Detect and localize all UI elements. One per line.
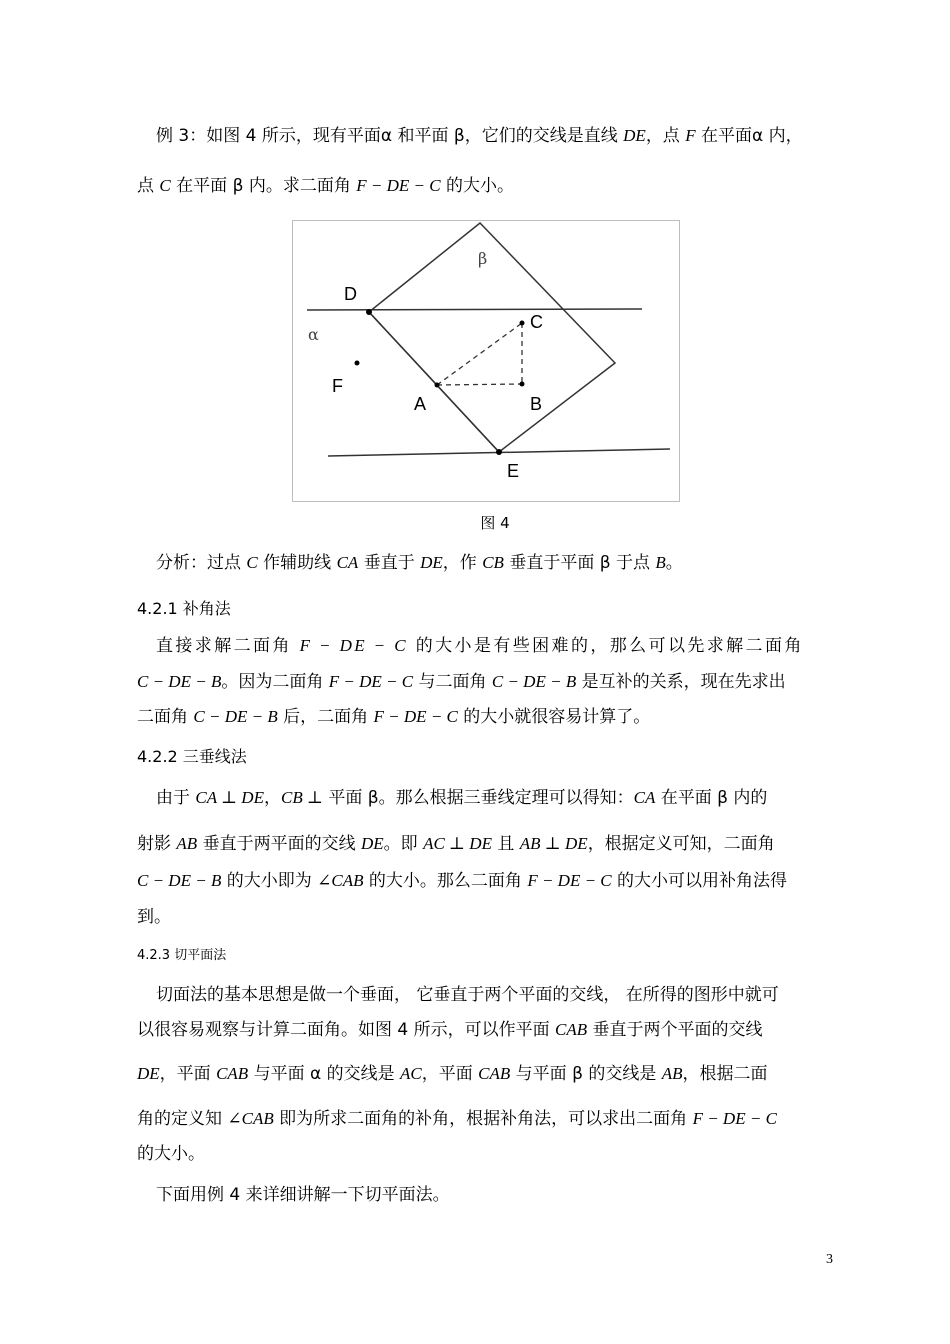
para-text: 的大小可以用补角法得 [611, 871, 788, 891]
para-text: 的大小是有些困难的，那么可以先求解二面角 [407, 636, 804, 656]
s423-line4 [137, 1107, 837, 1131]
para-text: 垂直于两平面的交线 [197, 834, 361, 854]
analysis-text: 分析：过点 [156, 553, 247, 573]
point-d [366, 309, 372, 315]
para-text: 。因为二面角 [221, 672, 329, 692]
para-text: 角的定义知 [137, 1109, 228, 1129]
para-text: 与二面角 [413, 672, 492, 692]
para-text: 的大小就很容易计算了。 [457, 707, 651, 727]
section-4-2-2-heading: 4.2.2 三垂线法 [137, 747, 247, 766]
para-text: 垂直于两个平面的交线 [587, 1020, 763, 1040]
point-b [520, 382, 525, 387]
point-c [520, 321, 525, 326]
para-text: 。那么根据三垂线定理可以得知： [378, 788, 634, 808]
para-text: 的交线是 [582, 1064, 662, 1084]
analysis-text: 作辅助线 [257, 553, 337, 573]
alpha-symbol: α [752, 126, 764, 146]
label-beta: β [478, 249, 488, 268]
example-text: 点 [137, 176, 160, 196]
math-expression: F − DE − C [527, 871, 612, 890]
s421-line2 [137, 670, 837, 694]
math-de: DE [361, 834, 384, 853]
section-4-2-1-heading: 4.2.1 补角法 [137, 599, 231, 618]
math-angle: ∠CAB [317, 871, 364, 890]
beta-symbol: β [599, 553, 611, 573]
example-text: ，它们的交线是直线 [464, 126, 624, 146]
math-expression: C − DE − B [137, 672, 222, 691]
math-de: DE [420, 553, 443, 572]
label-d: D [344, 284, 357, 304]
s423-line2 [137, 1018, 837, 1042]
para-text: 以很容易观察与计算二面角。如图 4 所示，可以作平面 [137, 1020, 556, 1040]
point-f [355, 361, 360, 366]
label-f: F [332, 376, 343, 396]
para-text: ，根据定义可知，二面角 [587, 834, 775, 854]
para-text: 后，二面角 [277, 707, 374, 727]
math-de: DE [137, 1064, 160, 1083]
para-text: 的大小即为 [221, 871, 318, 891]
math-ab: AB [661, 1064, 683, 1083]
analysis-text: 。 [665, 553, 683, 573]
beta-symbol: β [453, 126, 465, 146]
example-text: 和平面 [392, 126, 454, 146]
beta-symbol: β [717, 788, 729, 808]
math-expression: CB ⊥ [280, 788, 323, 807]
para-text: 。即 [383, 834, 424, 854]
s423-line5: 的大小。 [137, 1144, 205, 1164]
math-de: DE [623, 126, 646, 145]
math-cab: CAB [216, 1064, 249, 1083]
para-text: ，平面 [159, 1064, 217, 1084]
math-expression: F − DE − C [299, 636, 408, 655]
figure-caption: 图 4 [480, 514, 510, 532]
section-4-2-3-heading: 4.2.3 切平面法 [137, 948, 227, 963]
s421-line1 [156, 634, 856, 658]
label-a: A [414, 394, 427, 414]
math-angle: ∠CAB [227, 1109, 274, 1128]
math-expression: C − DE − B [491, 672, 577, 691]
para-text: 内的 [728, 788, 768, 808]
para-text: 二面角 [137, 707, 194, 727]
analysis-text: 垂直于平面 [503, 553, 600, 573]
math-ab: AB [176, 834, 198, 853]
math-expression: C − DE − B [193, 707, 278, 726]
para-text: 即为所求二面角的补角，根据补角法，可以求出二面角 [273, 1109, 693, 1129]
example-text: 例 3：如图 4 所示，现有平面 [156, 126, 381, 146]
point-e [496, 449, 502, 455]
para-text: 由于 [156, 788, 196, 808]
line-de-upper [307, 309, 642, 310]
s421-line3 [137, 705, 837, 729]
math-expression: CA ⊥ DE [195, 788, 264, 807]
para-text: 与平面 [510, 1064, 573, 1084]
s423-line3 [137, 1062, 837, 1086]
para-text: 与平面 [248, 1064, 310, 1084]
para-text: ，平面 [421, 1064, 479, 1084]
analysis-text: ，作 [442, 553, 483, 573]
math-expression: AC ⊥ DE [423, 834, 492, 853]
math-ca: CA [336, 553, 359, 572]
alpha-symbol: α [310, 1064, 322, 1084]
math-expression: F − DE − C [373, 707, 458, 726]
example-text: ，点 [645, 126, 686, 146]
para-text: ， [263, 788, 281, 808]
para-text: ，根据二面 [682, 1064, 768, 1084]
s422-line1 [156, 786, 856, 810]
math-cab: CAB [478, 1064, 511, 1083]
math-expression: F − DE − C [328, 672, 414, 691]
para-text: 直接求解二面角 [156, 636, 300, 656]
para-text: 是互补的关系，现在先求出 [576, 672, 786, 692]
example-text: 在平面 [170, 176, 233, 196]
s422-line2 [137, 832, 837, 856]
analysis-line [156, 551, 856, 575]
math-expression: AB ⊥ DE [519, 834, 588, 853]
beta-symbol: β [232, 176, 244, 196]
label-b: B [530, 394, 543, 414]
math-b: B [655, 553, 666, 572]
page-number: 3 [826, 1252, 833, 1267]
math-c: C [159, 176, 171, 195]
label-e: E [507, 461, 520, 481]
beta-symbol: β [367, 788, 379, 808]
s423-line6: 下面用例 4 来详细讲解一下切平面法。 [156, 1185, 450, 1205]
label-c: C [530, 312, 543, 332]
figure-4-diagram [292, 220, 680, 502]
math-expression: F − DE − C [356, 176, 441, 195]
math-f: F [685, 126, 696, 145]
para-text: 平面 [322, 788, 368, 808]
math-ca: CA [633, 788, 656, 807]
example-text: 在平面 [695, 126, 753, 146]
alpha-symbol: α [380, 126, 393, 146]
example-text: 内。求二面角 [243, 176, 357, 196]
para-text: 在平面 [655, 788, 718, 808]
para-text: 的交线是 [321, 1064, 401, 1084]
para-text: 的大小。那么二面角 [363, 871, 528, 891]
example-text: 内， [763, 126, 803, 146]
para-text: 且 [491, 834, 520, 854]
s423-line1: 切面法的基本思想是做一个垂面， 它垂直于两个平面的交线， 在所得的图形中就可 [156, 985, 779, 1005]
example3-line1 [156, 124, 856, 148]
math-expression: F − DE − C [692, 1109, 777, 1128]
example-text: 的大小。 [440, 176, 514, 196]
math-c: C [246, 553, 258, 572]
s422-line4: 到。 [137, 907, 171, 927]
math-cab: CAB [555, 1020, 588, 1039]
analysis-text: 垂直于 [358, 553, 421, 573]
para-text: 射影 [137, 834, 177, 854]
example3-line2 [137, 174, 837, 198]
math-expression: C − DE − B [137, 871, 222, 890]
analysis-text: 于点 [610, 553, 656, 573]
label-alpha: α [308, 325, 319, 344]
math-cb: CB [482, 553, 504, 572]
beta-symbol: β [572, 1064, 583, 1084]
point-a [435, 383, 440, 388]
math-ac: AC [400, 1064, 422, 1083]
s422-line3 [137, 869, 837, 893]
